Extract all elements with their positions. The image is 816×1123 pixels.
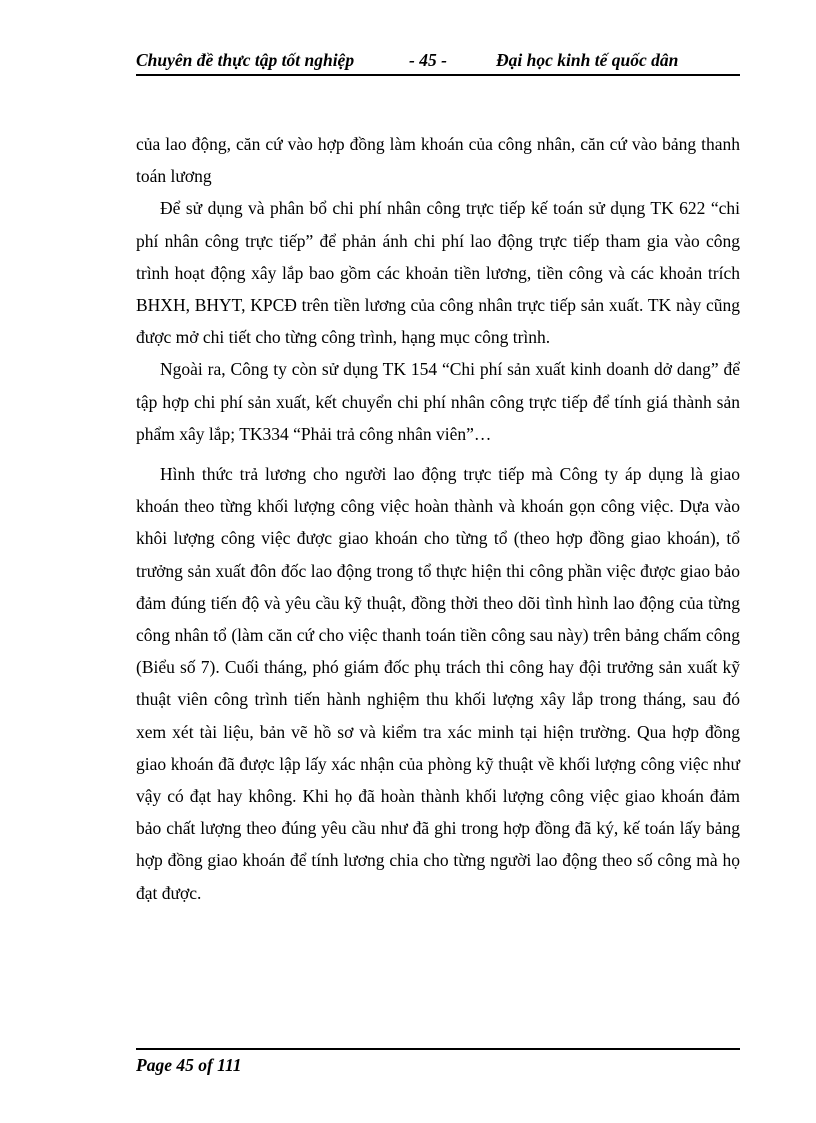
paragraph-payment-method: Hình thức trả lương cho người lao động trực tiếp mà Công ty áp dụng là giao khoán theo từng khối lượng công việc hoàn thành và khoán gọn công việc. Dựa vào khôi lượng công việc được giao khoán cho từng tổ (theo hợp đồng giao khoán), tổ trưởng sản xuất đôn đốc lao động trong tổ thực hiện thi công phần việc được giao bảo đảm đúng tiến độ và yêu cầu kỹ thuật, đồng thời theo dõi tình hình lao động của từng công nhân tổ (làm căn cứ cho việc thanh toán tiền công sau này) trên bảng chấm công (Biểu số 7). Cuối tháng, phó giám đốc phụ trách thi công hay đội trưởng sản xuất kỹ thuật viên công trình tiến hành nghiệm thu khối lượng xây lắp trong tháng, sau đó xem xét tài liệu, bản vẽ hồ sơ và kiểm tra xác minh tại hiện trường. Qua hợp đồng giao khoán đã được lập lấy xác nhận của phòng kỹ thuật về khối lượng công việc như vậy có đạt hay không. Khi họ đã hoàn thành khối lượng công việc giao khoán đảm bảo chất lượng theo đúng yêu cầu như đã ghi trong hợp đồng đã ký, kế toán lấy bảng hợp đồng giao khoán để tính lương chia cho từng người lao động theo số công mà họ đạt được. (136, 464, 740, 903)
header-document-title: Chuyên đề thực tập tốt nghiệp (136, 50, 355, 70)
page-header (136, 48, 740, 76)
page-footer (136, 1048, 740, 1076)
header-university-name: Đại học kinh tế quốc dân (496, 50, 679, 70)
paragraph-continuation: của lao động, căn cứ vào hợp đồng làm khoán của công nhân, căn cứ vào bảng thanh toán lương (136, 134, 740, 187)
paragraph-tk154: Ngoài ra, Công ty còn sử dụng TK 154 “Chi phí sản xuất kinh doanh dở dang” để tập hợp chi phí sản xuất, kết chuyển chi phí nhân công trực tiếp để tính giá thành sản phẩm xây lắp; TK334 “Phải trả công nhân viên”… (136, 359, 740, 444)
header-page-number: - 45 - (409, 50, 447, 70)
footer-page-indicator: Page 45 of 111 (136, 1055, 242, 1075)
paragraph-tk622: Để sử dụng và phân bổ chi phí nhân công trực tiếp kế toán sử dụng TK 622 “chi phí nhân công trực tiếp” để phản ánh chi phí lao động trực tiếp tham gia vào công trình hoạt động xây lắp bao gồm các khoản tiền lương, tiền công và các khoản trích BHXH, BHYT, KPCĐ trên tiền lương của công nhân trực tiếp sản xuất. TK này cũng được mở chi tiết cho từng công trình, hạng mục công trình. (136, 198, 740, 348)
page-body (136, 128, 740, 909)
